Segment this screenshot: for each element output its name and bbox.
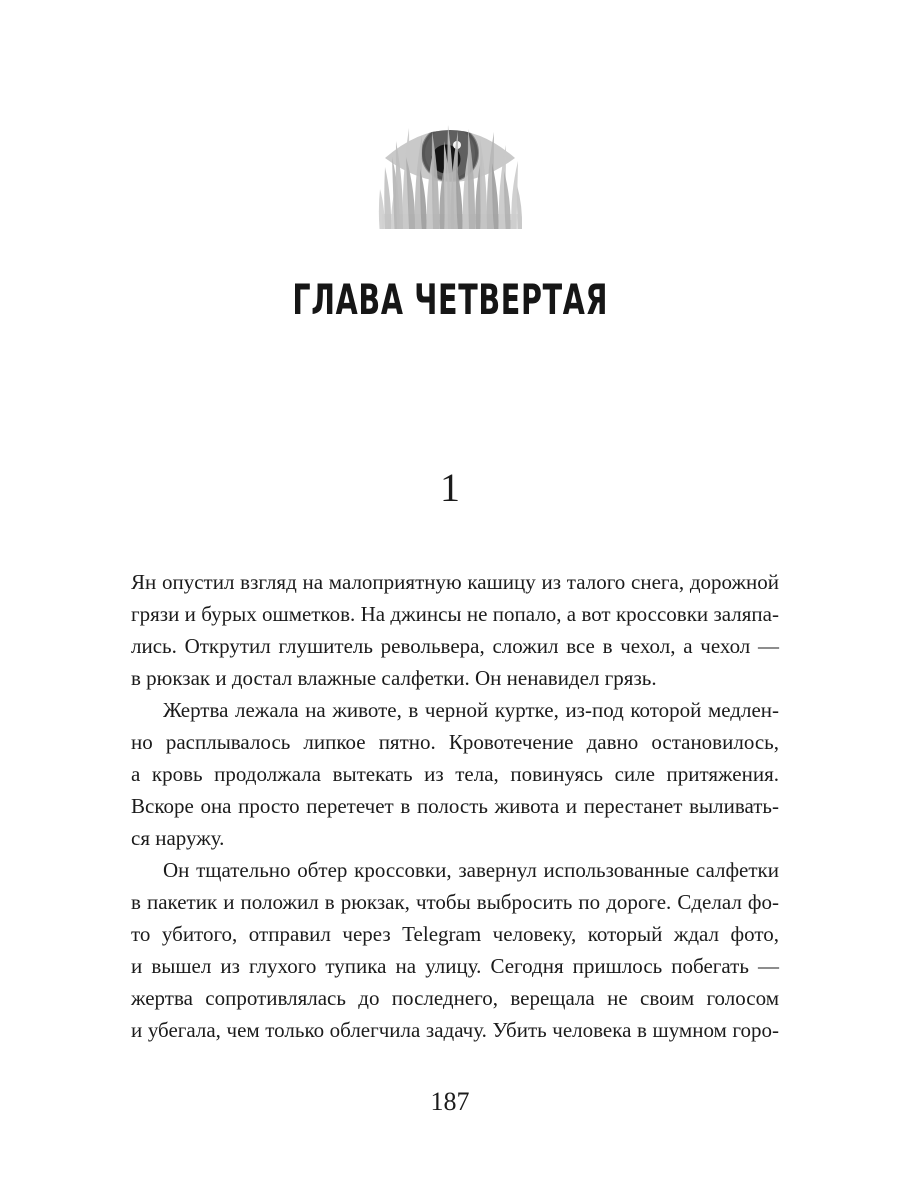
text-line: Жертва лежала на животе, в черной куртке, из-под которой медлен- xyxy=(163,698,779,722)
text-line: Он тщательно обтер кроссовки, завернул использованные салфетки xyxy=(163,858,779,882)
grass-blade xyxy=(379,189,385,229)
chapter-illustration xyxy=(376,116,524,229)
grass-blade xyxy=(517,185,522,229)
text-line: в рюкзак и достал влажные салфетки. Он ненавидел грязь. xyxy=(131,666,657,690)
text-line: ся наружу. xyxy=(131,826,225,850)
section-number: 1 xyxy=(440,465,460,510)
text-line: а кровь продолжала вытекать из тела, повинуясь силе притяжения. xyxy=(131,762,779,786)
body-text xyxy=(131,566,779,1046)
text-line: и убегала, чем только облегчила задачу. Убить человека в шумном горо- xyxy=(131,1018,779,1042)
text-line: жертва сопротивлялась до последнего, верещала не своим голосом xyxy=(131,986,779,1010)
eye-in-grass-illustration xyxy=(376,116,524,229)
text-line: но расплывалось липкое пятно. Кровотечение давно остановилось, xyxy=(131,730,779,754)
text-line: грязи и бурых ошметков. На джинсы не попало, а вот кроссовки заляпа- xyxy=(131,602,779,626)
text-line: в пакетик и положил в рюкзак, чтобы выбросить по дороге. Сделал фо- xyxy=(131,890,779,914)
text-line: Вскоре она просто перетечет в полость живота и перестанет выливать- xyxy=(131,794,779,818)
text-line: Ян опустил взгляд на малоприятную кашицу из талого снега, дорожной xyxy=(131,570,779,594)
text-line: лись. Открутил глушитель револьвера, сложил все в чехол, а чехол — xyxy=(131,634,779,658)
text-line: и вышел из глухого тупика на улицу. Сегодня пришлось побегать — xyxy=(131,954,779,978)
chapter-title xyxy=(0,275,900,324)
grass-blade xyxy=(384,167,391,229)
text-line: то убитого, отправил через Telegram человеку, который ждал фото, xyxy=(131,922,779,946)
page-number: 187 xyxy=(430,1087,470,1116)
chapter-title-text: ГЛАВА ЧЕТВЕРТАЯ xyxy=(292,275,608,324)
